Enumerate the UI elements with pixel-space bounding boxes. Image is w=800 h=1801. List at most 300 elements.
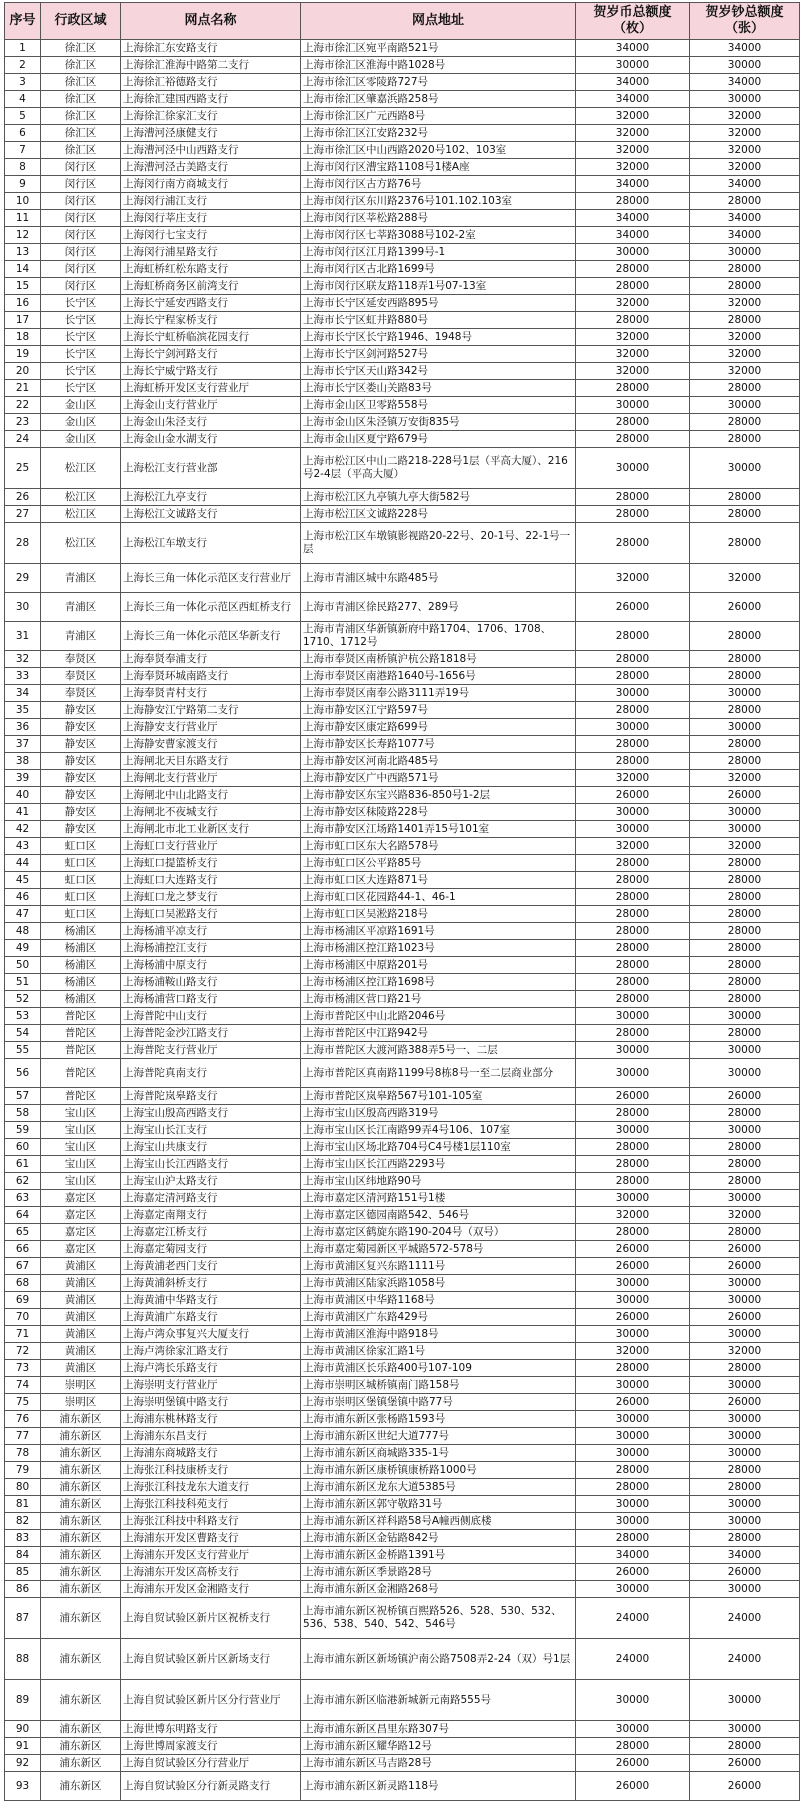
table-row [5, 906, 800, 923]
row-note-quota: 34000 [690, 210, 800, 227]
table-row [5, 821, 800, 838]
row-coin-quota: 30000 [576, 244, 690, 261]
row-serial: 72 [5, 1343, 41, 1360]
row-branch-name: 上海闵行莘庄支行 [121, 210, 301, 227]
table-row [5, 1105, 800, 1122]
row-branch-name: 上海松江支行营业部 [121, 448, 301, 489]
row-district: 黄浦区 [41, 1309, 121, 1326]
row-branch-address: 上海市静安区康定路699号 [301, 719, 576, 736]
row-branch-address: 上海市黄浦区淮海中路918号 [301, 1326, 576, 1343]
row-note-quota: 30000 [690, 1411, 800, 1428]
row-branch-address: 上海市徐汇区淮海中路1028号 [301, 57, 576, 74]
row-district: 青浦区 [41, 564, 121, 593]
row-serial: 35 [5, 702, 41, 719]
row-coin-quota: 30000 [576, 1190, 690, 1207]
row-coin-quota: 30000 [576, 1122, 690, 1139]
row-branch-name: 上海金山朱泾支行 [121, 414, 301, 431]
row-district: 徐汇区 [41, 57, 121, 74]
row-branch-name: 上海自贸试验区分行新灵路支行 [121, 1772, 301, 1801]
table-row [5, 651, 800, 668]
row-note-quota: 28000 [690, 278, 800, 295]
row-branch-address: 上海市松江区九亭镇九亭大街582号 [301, 489, 576, 506]
row-serial: 92 [5, 1755, 41, 1772]
table-row [5, 1360, 800, 1377]
row-coin-quota: 28000 [576, 193, 690, 210]
row-serial: 29 [5, 564, 41, 593]
table-row [5, 1059, 800, 1088]
row-branch-address: 上海市闵行区漕宝路1108号1楼A座 [301, 159, 576, 176]
row-note-quota: 30000 [690, 244, 800, 261]
table-row [5, 397, 800, 414]
row-serial: 84 [5, 1547, 41, 1564]
table-row [5, 1428, 800, 1445]
row-serial: 12 [5, 227, 41, 244]
table-row [5, 295, 800, 312]
row-coin-quota: 32000 [576, 295, 690, 312]
table-row [5, 414, 800, 431]
row-serial: 78 [5, 1445, 41, 1462]
row-note-quota: 34000 [690, 74, 800, 91]
row-branch-name: 上海张江科技康桥支行 [121, 1462, 301, 1479]
row-serial: 32 [5, 651, 41, 668]
row-district: 普陀区 [41, 1008, 121, 1025]
row-serial: 5 [5, 108, 41, 125]
row-note-quota: 32000 [690, 125, 800, 142]
table-row [5, 261, 800, 278]
row-coin-quota: 26000 [576, 1755, 690, 1772]
row-serial: 14 [5, 261, 41, 278]
row-coin-quota: 30000 [576, 57, 690, 74]
row-branch-name: 上海漕河泾康健支行 [121, 125, 301, 142]
row-branch-address: 上海市闵行区东川路2376号101.102.103室 [301, 193, 576, 210]
row-coin-quota: 32000 [576, 159, 690, 176]
row-note-quota: 30000 [690, 1292, 800, 1309]
row-branch-name: 上海虹口提篮桥支行 [121, 855, 301, 872]
table-row [5, 889, 800, 906]
row-district: 徐汇区 [41, 142, 121, 159]
row-coin-quota: 34000 [576, 91, 690, 108]
row-serial: 20 [5, 363, 41, 380]
row-branch-name: 上海松江车墩支行 [121, 523, 301, 564]
row-branch-name: 上海松江文诚路支行 [121, 506, 301, 523]
row-branch-name: 上海闵行浦江支行 [121, 193, 301, 210]
row-note-quota: 34000 [690, 1547, 800, 1564]
row-branch-name: 上海杨浦平凉支行 [121, 923, 301, 940]
row-branch-address: 上海市闵行区古北路1699号 [301, 261, 576, 278]
row-branch-name: 上海虹桥红松东路支行 [121, 261, 301, 278]
row-note-quota: 28000 [690, 1462, 800, 1479]
row-coin-quota: 26000 [576, 1394, 690, 1411]
row-note-quota: 30000 [690, 1042, 800, 1059]
table-row [5, 278, 800, 295]
table-row [5, 346, 800, 363]
row-serial: 80 [5, 1479, 41, 1496]
row-note-quota: 26000 [690, 1241, 800, 1258]
table-row [5, 957, 800, 974]
row-serial: 21 [5, 380, 41, 397]
row-coin-quota: 30000 [576, 1445, 690, 1462]
row-district: 浦东新区 [41, 1598, 121, 1639]
row-district: 松江区 [41, 506, 121, 523]
row-district: 静安区 [41, 821, 121, 838]
row-branch-name: 上海杨浦鞍山路支行 [121, 974, 301, 991]
row-note-quota: 24000 [690, 1639, 800, 1680]
row-branch-name: 上海普陀中山支行 [121, 1008, 301, 1025]
table-row [5, 770, 800, 787]
row-note-quota: 28000 [690, 1224, 800, 1241]
row-district: 虹口区 [41, 855, 121, 872]
row-serial: 3 [5, 74, 41, 91]
table-row [5, 974, 800, 991]
row-branch-address: 上海市嘉定区清河路151号1楼 [301, 1190, 576, 1207]
row-coin-quota: 28000 [576, 431, 690, 448]
row-coin-quota: 30000 [576, 685, 690, 702]
row-note-quota: 28000 [690, 622, 800, 651]
row-note-quota: 30000 [690, 448, 800, 489]
row-branch-name: 上海徐汇淮海中路第二支行 [121, 57, 301, 74]
table-row [5, 1241, 800, 1258]
table-row [5, 227, 800, 244]
row-serial: 33 [5, 668, 41, 685]
row-branch-name: 上海宝山共康支行 [121, 1139, 301, 1156]
row-note-quota: 26000 [690, 1394, 800, 1411]
row-branch-name: 上海漕河泾古美路支行 [121, 159, 301, 176]
row-coin-quota: 34000 [576, 1547, 690, 1564]
row-serial: 56 [5, 1059, 41, 1088]
row-branch-name: 上海虹桥开发区支行营业厅 [121, 380, 301, 397]
row-branch-name: 上海世博东明路支行 [121, 1721, 301, 1738]
row-coin-quota: 30000 [576, 1496, 690, 1513]
row-branch-name: 上海宝山长江支行 [121, 1122, 301, 1139]
row-serial: 7 [5, 142, 41, 159]
row-district: 浦东新区 [41, 1547, 121, 1564]
row-district: 浦东新区 [41, 1496, 121, 1513]
table-row [5, 40, 800, 57]
row-note-quota: 26000 [690, 1088, 800, 1105]
row-district: 静安区 [41, 736, 121, 753]
row-note-quota: 30000 [690, 1190, 800, 1207]
table-row [5, 1343, 800, 1360]
row-serial: 46 [5, 889, 41, 906]
row-coin-quota: 30000 [576, 1059, 690, 1088]
row-district: 虹口区 [41, 889, 121, 906]
row-district: 长宁区 [41, 295, 121, 312]
row-branch-name: 上海浦东开发区曹路支行 [121, 1530, 301, 1547]
row-coin-quota: 28000 [576, 1173, 690, 1190]
row-district: 金山区 [41, 397, 121, 414]
row-branch-address: 上海市金山区朱泾镇万安街835号 [301, 414, 576, 431]
row-branch-address: 上海市浦东新区祝桥镇百熙路526、528、530、532、536、538、540、542、546号 [301, 1598, 576, 1639]
row-serial: 85 [5, 1564, 41, 1581]
table-row [5, 1207, 800, 1224]
row-note-quota: 28000 [690, 923, 800, 940]
row-branch-address: 上海市虹口区东大名路578号 [301, 838, 576, 855]
table-row [5, 564, 800, 593]
row-note-quota: 32000 [690, 770, 800, 787]
row-note-quota: 24000 [690, 1598, 800, 1639]
row-branch-name: 上海闵行七宝支行 [121, 227, 301, 244]
row-note-quota: 34000 [690, 40, 800, 57]
table-row [5, 176, 800, 193]
row-coin-quota: 28000 [576, 1139, 690, 1156]
row-district: 杨浦区 [41, 940, 121, 957]
row-branch-address: 上海市普陀区中江路942号 [301, 1025, 576, 1042]
row-serial: 61 [5, 1156, 41, 1173]
row-coin-quota: 32000 [576, 363, 690, 380]
row-serial: 91 [5, 1738, 41, 1755]
row-branch-name: 上海奉贤青村支行 [121, 685, 301, 702]
row-district: 浦东新区 [41, 1479, 121, 1496]
row-district: 闵行区 [41, 159, 121, 176]
row-serial: 89 [5, 1680, 41, 1721]
row-district: 普陀区 [41, 1088, 121, 1105]
row-branch-name: 上海普陀金沙江路支行 [121, 1025, 301, 1042]
row-branch-address: 上海市长宁区天山路342号 [301, 363, 576, 380]
table-row [5, 1088, 800, 1105]
row-district: 闵行区 [41, 227, 121, 244]
row-coin-quota: 32000 [576, 838, 690, 855]
row-branch-address: 上海市金山区卫零路558号 [301, 397, 576, 414]
row-branch-address: 上海市长宁区剑河路527号 [301, 346, 576, 363]
row-serial: 64 [5, 1207, 41, 1224]
row-branch-name: 上海漕河泾中山西路支行 [121, 142, 301, 159]
row-coin-quota: 28000 [576, 1462, 690, 1479]
row-branch-name: 上海卢湾徐家汇路支行 [121, 1343, 301, 1360]
row-coin-quota: 30000 [576, 1275, 690, 1292]
table-row [5, 1462, 800, 1479]
table-row [5, 244, 800, 261]
row-district: 徐汇区 [41, 40, 121, 57]
row-coin-quota: 30000 [576, 719, 690, 736]
header-branch-address: 网点地址 [301, 3, 576, 40]
row-coin-quota: 32000 [576, 125, 690, 142]
row-serial: 18 [5, 329, 41, 346]
row-serial: 83 [5, 1530, 41, 1547]
table-row [5, 210, 800, 227]
row-coin-quota: 30000 [576, 1581, 690, 1598]
row-branch-name: 上海闸北市北工业新区支行 [121, 821, 301, 838]
row-note-quota: 32000 [690, 108, 800, 125]
row-branch-address: 上海市浦东新区昌里东路307号 [301, 1721, 576, 1738]
table-row [5, 142, 800, 159]
row-branch-address: 上海市闵行区莘松路288号 [301, 210, 576, 227]
row-district: 奉贤区 [41, 651, 121, 668]
table-row [5, 74, 800, 91]
row-serial: 27 [5, 506, 41, 523]
row-coin-quota: 28000 [576, 668, 690, 685]
row-branch-name: 上海虹桥商务区前湾支行 [121, 278, 301, 295]
row-branch-address: 上海市静安区江场路1401弄15号101室 [301, 821, 576, 838]
row-branch-address: 上海市黄浦区长乐路400号107-109 [301, 1360, 576, 1377]
row-branch-address: 上海市浦东新区郭守敬路31号 [301, 1496, 576, 1513]
row-branch-name: 上海张江科技科苑支行 [121, 1496, 301, 1513]
table-row [5, 523, 800, 564]
row-branch-name: 上海嘉定清河路支行 [121, 1190, 301, 1207]
row-branch-name: 上海嘉定江桥支行 [121, 1224, 301, 1241]
row-coin-quota: 28000 [576, 506, 690, 523]
row-branch-address: 上海市徐汇区宛平南路521号 [301, 40, 576, 57]
row-coin-quota: 28000 [576, 489, 690, 506]
row-district: 黄浦区 [41, 1343, 121, 1360]
table-row [5, 1292, 800, 1309]
row-branch-name: 上海长宁程家桥支行 [121, 312, 301, 329]
row-note-quota: 30000 [690, 1059, 800, 1088]
row-note-quota: 32000 [690, 363, 800, 380]
row-note-quota: 30000 [690, 821, 800, 838]
row-serial: 65 [5, 1224, 41, 1241]
row-coin-quota: 28000 [576, 1738, 690, 1755]
row-coin-quota: 30000 [576, 1680, 690, 1721]
row-serial: 1 [5, 40, 41, 57]
table-row [5, 1479, 800, 1496]
row-coin-quota: 30000 [576, 1326, 690, 1343]
row-branch-address: 上海市徐汇区中山西路2020号102、103室 [301, 142, 576, 159]
row-branch-name: 上海虹口支行营业厅 [121, 838, 301, 855]
row-district: 黄浦区 [41, 1275, 121, 1292]
row-coin-quota: 28000 [576, 906, 690, 923]
row-branch-name: 上海长宁虹桥临滨花园支行 [121, 329, 301, 346]
row-branch-name: 上海崇明支行营业厅 [121, 1377, 301, 1394]
row-district: 浦东新区 [41, 1581, 121, 1598]
row-note-quota: 28000 [690, 414, 800, 431]
row-district: 徐汇区 [41, 91, 121, 108]
row-district: 杨浦区 [41, 974, 121, 991]
row-note-quota: 28000 [690, 753, 800, 770]
row-serial: 22 [5, 397, 41, 414]
table-row [5, 991, 800, 1008]
row-note-quota: 26000 [690, 1564, 800, 1581]
row-serial: 90 [5, 1721, 41, 1738]
table-row [5, 1772, 800, 1801]
row-note-quota: 32000 [690, 346, 800, 363]
table-row [5, 622, 800, 651]
table-row [5, 1755, 800, 1772]
row-district: 徐汇区 [41, 125, 121, 142]
row-branch-address: 上海市虹口区花园路44-1、46-1 [301, 889, 576, 906]
row-serial: 28 [5, 523, 41, 564]
row-note-quota: 28000 [690, 906, 800, 923]
row-coin-quota: 34000 [576, 227, 690, 244]
row-district: 崇明区 [41, 1377, 121, 1394]
row-serial: 66 [5, 1241, 41, 1258]
row-branch-address: 上海市徐汇区零陵路727号 [301, 74, 576, 91]
table-row [5, 736, 800, 753]
row-branch-name: 上海闸北支行营业厅 [121, 770, 301, 787]
row-note-quota: 34000 [690, 227, 800, 244]
row-coin-quota: 30000 [576, 1292, 690, 1309]
row-serial: 62 [5, 1173, 41, 1190]
row-branch-address: 上海市崇明区堡镇堡镇中路77号 [301, 1394, 576, 1411]
table-row [5, 593, 800, 622]
row-serial: 73 [5, 1360, 41, 1377]
table-row [5, 1721, 800, 1738]
row-note-quota: 28000 [690, 1025, 800, 1042]
quota-table [4, 2, 800, 1801]
table-row [5, 1008, 800, 1025]
row-branch-address: 上海市浦东新区世纪大道777号 [301, 1428, 576, 1445]
row-branch-address: 上海市静安区河南北路485号 [301, 753, 576, 770]
row-district: 黄浦区 [41, 1326, 121, 1343]
row-serial: 44 [5, 855, 41, 872]
row-district: 普陀区 [41, 1059, 121, 1088]
row-district: 奉贤区 [41, 685, 121, 702]
row-branch-address: 上海市青浦区徐民路277、289号 [301, 593, 576, 622]
row-serial: 8 [5, 159, 41, 176]
row-district: 闵行区 [41, 210, 121, 227]
table-row [5, 1326, 800, 1343]
table-row [5, 923, 800, 940]
row-note-quota: 34000 [690, 176, 800, 193]
row-coin-quota: 26000 [576, 1258, 690, 1275]
row-district: 宝山区 [41, 1173, 121, 1190]
row-branch-address: 上海市宝山区纬地路90号 [301, 1173, 576, 1190]
row-note-quota: 30000 [690, 1275, 800, 1292]
row-note-quota: 32000 [690, 142, 800, 159]
row-branch-name: 上海宝山殷高西路支行 [121, 1105, 301, 1122]
row-branch-name: 上海长宁延安西路支行 [121, 295, 301, 312]
row-branch-name: 上海黄浦广东路支行 [121, 1309, 301, 1326]
row-branch-address: 上海市青浦区华新镇新府中路1704、1706、1708、1710、1712号 [301, 622, 576, 651]
row-branch-address: 上海市浦东新区金钻路842号 [301, 1530, 576, 1547]
row-branch-address: 上海市长宁区长宁路1946、1948号 [301, 329, 576, 346]
row-serial: 45 [5, 872, 41, 889]
row-coin-quota: 28000 [576, 1105, 690, 1122]
row-coin-quota: 30000 [576, 448, 690, 489]
row-serial: 2 [5, 57, 41, 74]
row-serial: 15 [5, 278, 41, 295]
row-branch-address: 上海市浦东新区张杨路1593号 [301, 1411, 576, 1428]
row-note-quota: 28000 [690, 261, 800, 278]
row-district: 嘉定区 [41, 1241, 121, 1258]
row-branch-name: 上海自贸试验区新片区祝桥支行 [121, 1598, 301, 1639]
row-branch-address: 上海市浦东新区金桥路1391号 [301, 1547, 576, 1564]
row-branch-address: 上海市松江区文诚路228号 [301, 506, 576, 523]
header-branch-name: 网点名称 [121, 3, 301, 40]
row-serial: 6 [5, 125, 41, 142]
row-serial: 74 [5, 1377, 41, 1394]
row-branch-address: 上海市静安区广中西路571号 [301, 770, 576, 787]
table-header-row [5, 3, 800, 40]
table-row [5, 838, 800, 855]
row-district: 宝山区 [41, 1156, 121, 1173]
row-district: 浦东新区 [41, 1513, 121, 1530]
row-coin-quota: 28000 [576, 278, 690, 295]
row-district: 浦东新区 [41, 1428, 121, 1445]
row-branch-name: 上海世博周家渡支行 [121, 1738, 301, 1755]
row-coin-quota: 28000 [576, 753, 690, 770]
row-district: 浦东新区 [41, 1462, 121, 1479]
row-serial: 34 [5, 685, 41, 702]
row-branch-address: 上海市徐汇区江安路232号 [301, 125, 576, 142]
row-branch-address: 上海市虹口区大连路871号 [301, 872, 576, 889]
row-coin-quota: 28000 [576, 414, 690, 431]
row-coin-quota: 26000 [576, 787, 690, 804]
row-branch-name: 上海浦东开发区金湘路支行 [121, 1581, 301, 1598]
row-branch-address: 上海市虹口区公平路85号 [301, 855, 576, 872]
row-district: 浦东新区 [41, 1639, 121, 1680]
row-district: 奉贤区 [41, 668, 121, 685]
row-branch-address: 上海市浦东新区耀华路12号 [301, 1738, 576, 1755]
row-district: 闵行区 [41, 193, 121, 210]
row-serial: 38 [5, 753, 41, 770]
row-district: 青浦区 [41, 593, 121, 622]
row-branch-address: 上海市嘉定区德园南路542、546号 [301, 1207, 576, 1224]
row-district: 黄浦区 [41, 1292, 121, 1309]
row-branch-name: 上海闵行浦星路支行 [121, 244, 301, 261]
quota-table-container [4, 2, 799, 1801]
row-serial: 24 [5, 431, 41, 448]
row-district: 长宁区 [41, 312, 121, 329]
